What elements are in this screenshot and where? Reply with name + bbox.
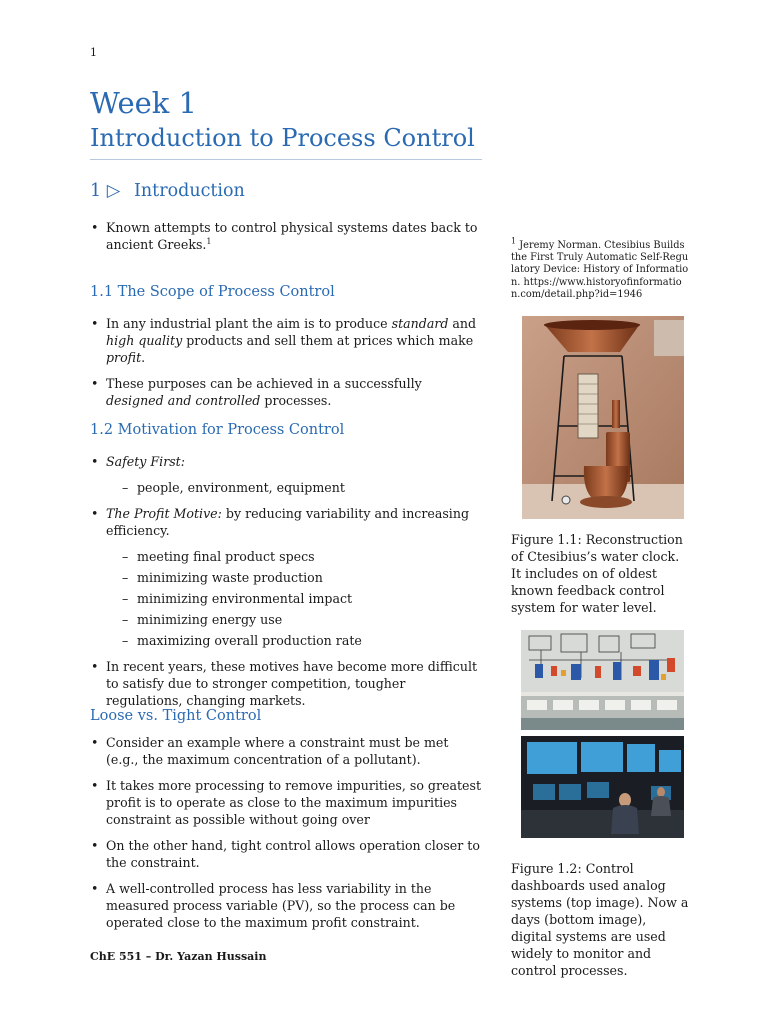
list-item-recent: • In recent years, these motives have become more difficult to satisfy due to stronger competition, tougher regulations, changing markets.: [90, 658, 482, 709]
water-clock-figure: [522, 316, 684, 519]
analog-panel-figure: [521, 630, 684, 730]
digital-control-room-figure: [521, 736, 684, 838]
subsection-title-motivation: 1.2 Motivation for Process Control: [90, 422, 345, 438]
sub-list-item: – people, environment, equipment: [106, 479, 482, 496]
page-number: 1: [90, 46, 97, 59]
sub-list-item: – minimizing energy use: [106, 611, 482, 628]
footnote: $^1$ Jeremy Norman. Ctesibius Builds the First Truly Automatic Self-Regulatory Device: History of Information. https://www.historyofinformation.com/detail.php?id=1946: [511, 236, 689, 300]
analog-panel-image: [521, 630, 684, 730]
list-item-profit: • The Profit Motive: by reducing variability and increasing efficiency. – meeting final product specs – minimizing waste production – minimizing environmental impact – minimizing energy use – maximizing overall production rate: [90, 505, 482, 649]
scope-block: [90, 315, 482, 418]
list-item-safety: • Safety First: – people, environment, equipment: [90, 453, 482, 496]
section-number: 1 ▷: [90, 181, 121, 201]
list-item: • On the other hand, tight control allows operation closer to the constraint.: [90, 837, 482, 871]
figure-1-2-caption: Figure 1.2: Control dashboards used analog systems (top image). Now a days (bottom image), digital systems are used widely to monitor and control processes.: [511, 861, 689, 978]
digital-control-room-image: [521, 736, 684, 838]
title-rule: [90, 159, 482, 160]
list-item: • In any industrial plant the aim is to produce standard and high quality products and sell them at prices which make profit.: [90, 315, 482, 366]
figure-1-1-caption: Figure 1.1: Reconstruction of Ctesibius’s water clock. It includes on of oldest known feedback control system for water level.: [511, 532, 683, 615]
section-heading: [90, 181, 245, 201]
page-footer: ChE 551 – Dr. Yazan Hussain: [90, 950, 267, 963]
list-item: • A well-controlled process has less variability in the measured process variable (PV), so the process can be operated close to the maximum profit constraint.: [90, 880, 482, 931]
intro-block: [90, 219, 482, 262]
list-item: • It takes more processing to remove impurities, so greatest profit is to operate as close to the maximum impurities constraint as possible without going over: [90, 777, 482, 828]
list-item: • These purposes can be achieved in a successfully designed and controlled processes.: [90, 375, 482, 409]
sub-list-item: – maximizing overall production rate: [106, 632, 482, 649]
list-item: • Consider an example where a constraint must be met (e.g., the maximum concentration of a pollutant).: [90, 734, 482, 768]
loose-tight-block: [90, 734, 482, 940]
week-title: Week 1: [90, 86, 198, 120]
chapter-title: Introduction to Process Control: [90, 124, 475, 152]
section-title: Introduction: [134, 181, 245, 201]
subsection-title-loose-tight: Loose vs. Tight Control: [90, 708, 262, 724]
intro-bullet: • Known attempts to control physical systems dates back to ancient Greeks.$^1$: [90, 219, 482, 253]
footnote-ref: 1: [206, 236, 212, 246]
motivation-block: [90, 453, 482, 718]
sub-list-item: – meeting final product specs: [106, 548, 482, 565]
water-clock-image: [522, 316, 684, 519]
subsection-title-scope: 1.1 The Scope of Process Control: [90, 284, 335, 300]
sub-list-item: – minimizing environmental impact: [106, 590, 482, 607]
sub-list-item: – minimizing waste production: [106, 569, 482, 586]
